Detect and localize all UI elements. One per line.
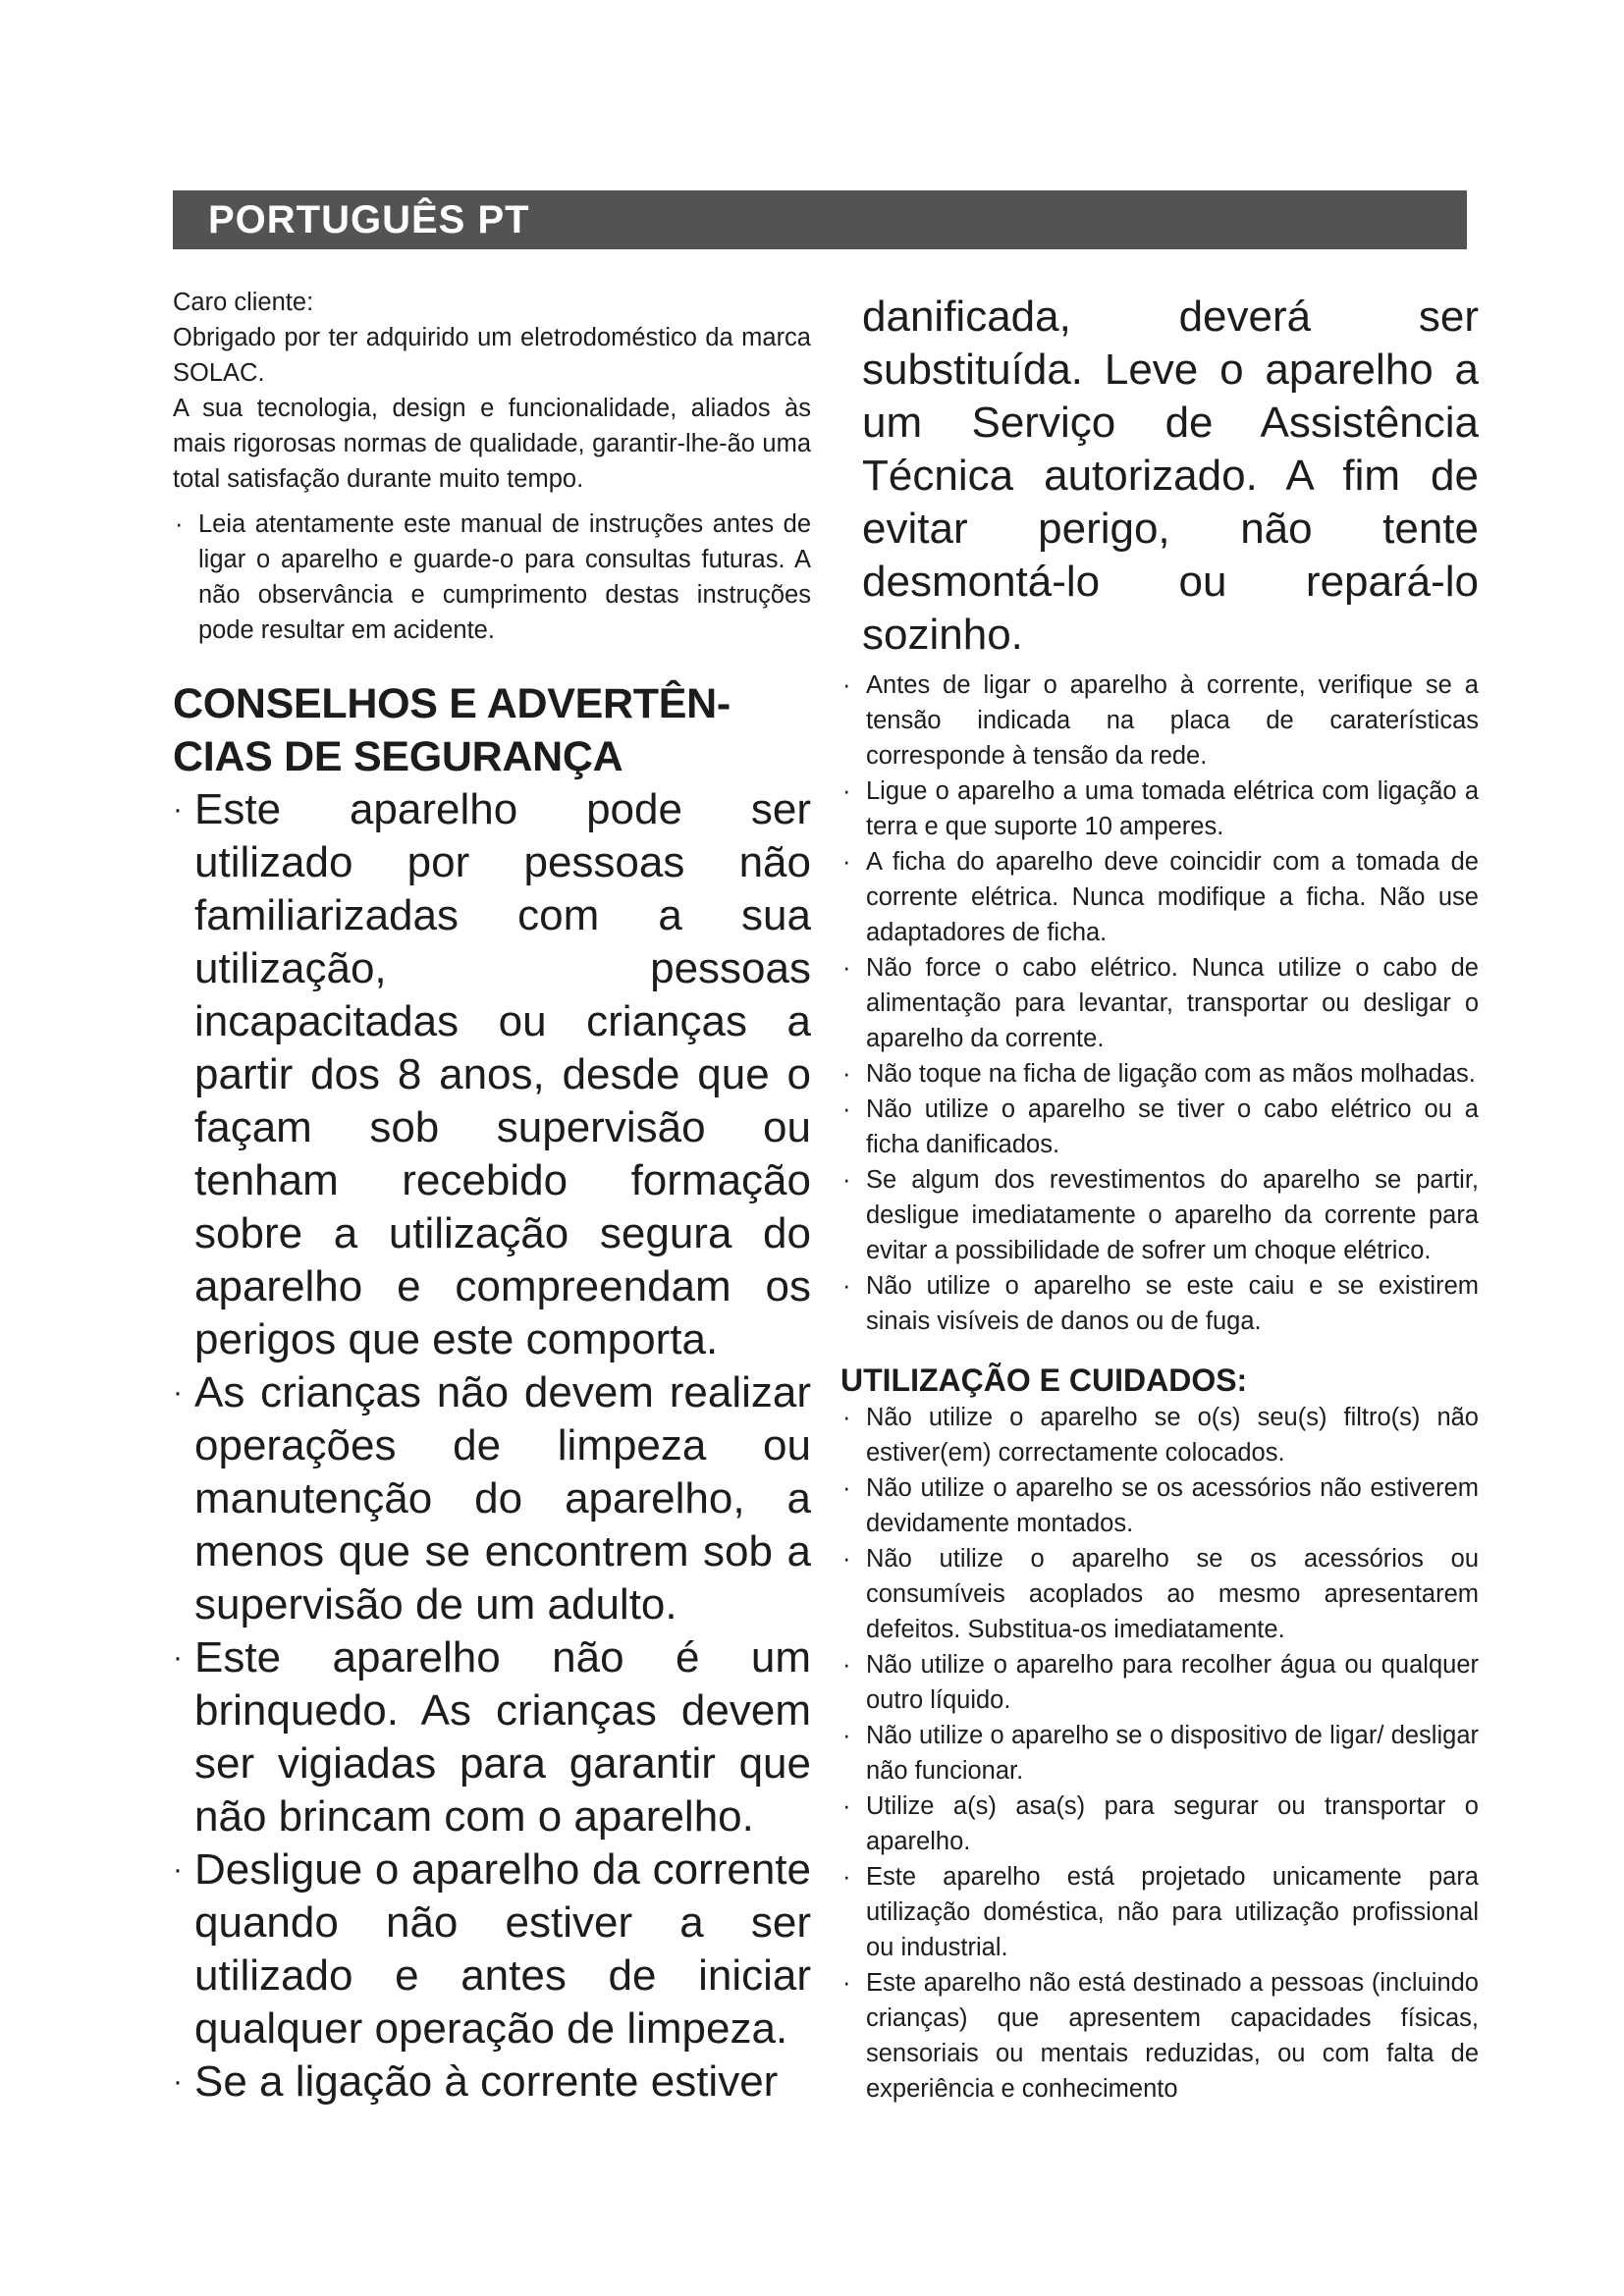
bullet-text: Se algum dos revestimentos do aparelho se partir, desligue imediatamente o aparelho da corrente para evitar a possibilidade de sofrer um choque elétrico. — [866, 1166, 1479, 1264]
bullet-text: Ligue o aparelho a uma tomada elétrica com ligação a terra e que suporte 10 amperes. — [866, 777, 1479, 840]
bullet-dot: · — [173, 793, 183, 826]
bullet-dot: · — [842, 954, 851, 982]
bullet-text: Não utilize o aparelho se os acessórios não estiverem devidamente montados. — [866, 1474, 1479, 1537]
bullet-dot: · — [842, 848, 851, 876]
safety-bullet — [840, 844, 1479, 950]
bullet-text: Este aparelho pode ser utilizado por pessoas não familiarizadas com a sua utilização, pessoas incapacitadas ou crianças a partir dos 8 anos, desde que o façam sob supervisão ou tenham recebido formação sobre a utilização segura do aparelho e compreendam os perigos que este comporta. — [194, 785, 811, 1363]
safety-bullet — [840, 667, 1479, 774]
bullet-text: Antes de ligar o aparelho à corrente, verifique se a tensão indicada na placa de caraterísticas corresponde à tensão da rede. — [866, 671, 1479, 770]
bullet-text: Não utilize o aparelho se tiver o cabo elétrico ou a ficha danificados. — [866, 1095, 1479, 1158]
bullet-dot: · — [175, 510, 184, 538]
bullet-dot: · — [842, 777, 851, 805]
bullet-text: Não utilize o aparelho para recolher água ou qualquer outro líquido. — [866, 1651, 1479, 1714]
right-safety-list — [840, 667, 1479, 1339]
read-manual-bullet — [173, 507, 811, 648]
safety-bullet — [840, 774, 1479, 844]
bullet-dot: · — [842, 1166, 851, 1194]
bullet-dot: · — [842, 1474, 851, 1502]
safety-bullet — [840, 1092, 1479, 1162]
safety-heading-line-2: CIAS DE SEGURANÇA — [173, 733, 623, 780]
safety-bullet — [173, 783, 811, 1366]
usage-heading: UTILIZAÇÃO E CUIDADOS: — [840, 1362, 1248, 1398]
bullet-dot: · — [173, 2065, 183, 2098]
usage-bullet — [840, 1859, 1479, 1965]
right-column — [840, 291, 1479, 2107]
bullet-dot: · — [842, 1722, 851, 1749]
bullet-dot: · — [842, 1863, 851, 1891]
bullet-text: Não utilize o aparelho se os acessórios ou consumíveis acoplados ao mesmo apresentarem defeitos. Substitua-os imediatamente. — [866, 1545, 1479, 1643]
bullet-text: Se a ligação à corrente estiver — [194, 2057, 779, 2106]
safety-bullet — [840, 1268, 1479, 1339]
bullet-text: Leia atentamente este manual de instruções antes de ligar o aparelho e guarde-o para consultas futuras. A não observância e cumprimento destas instruções pode resultar em acidente. — [198, 510, 811, 644]
safety-heading — [173, 677, 811, 783]
safety-bullet — [840, 1162, 1479, 1268]
safety-bullet — [173, 1366, 811, 1631]
language-header-bar — [173, 190, 1467, 249]
bullet-dot: · — [842, 1095, 851, 1123]
intro-paragraph-1: Obrigado por ter adquirido um eletrodoméstico da marca SOLAC. — [173, 324, 811, 387]
bullet-dot: · — [842, 1272, 851, 1300]
bullet-dot: · — [173, 1376, 183, 1409]
safety-heading-line-1: CONSELHOS E ADVERTÊN- — [173, 680, 731, 727]
bullet-text: As crianças não devem realizar operações de limpeza ou manutenção do aparelho, a menos que se encontrem sob a supervisão de um adulto. — [194, 1368, 811, 1629]
safety-bullet — [173, 2056, 811, 2109]
bullet-dot: · — [842, 1545, 851, 1573]
greeting: Caro cliente: — [173, 289, 314, 316]
usage-bullet — [840, 1541, 1479, 1647]
usage-bullet — [840, 1647, 1479, 1718]
usage-bullet — [840, 1718, 1479, 1789]
bullet-dot: · — [842, 1792, 851, 1820]
bullet-dot: · — [842, 1060, 851, 1088]
usage-bullet — [840, 1400, 1479, 1470]
bullet-text: Desligue o aparelho da corrente quando não estiver a ser utilizado e antes de iniciar qualquer operação de limpeza. — [194, 1845, 811, 2053]
usage-bullet — [840, 1789, 1479, 1859]
bullet-text: Não utilize o aparelho se o(s) seu(s) filtro(s) não estiver(em) correctamente colocados. — [866, 1404, 1479, 1467]
safety-bullet — [840, 1056, 1479, 1092]
bullet-text: Não utilize o aparelho se o dispositivo de ligar/ desligar não funcionar. — [866, 1722, 1479, 1785]
bullet-dot: · — [842, 1404, 851, 1431]
bullet-dot: · — [173, 1853, 183, 1886]
safety-bullet — [840, 950, 1479, 1056]
usage-bullet — [840, 1470, 1479, 1541]
bullet-text: Este aparelho não é um brinquedo. As crianças devem ser vigiadas para garantir que não brincam com o aparelho. — [194, 1633, 811, 1841]
bullet-dot: · — [842, 671, 851, 699]
bullet-text: A ficha do aparelho deve coincidir com a tomada de corrente elétrica. Nunca modifique a ficha. Não use adaptadores de ficha. — [866, 848, 1479, 946]
usage-list — [840, 1400, 1479, 2107]
bullet-dot: · — [173, 1641, 183, 1674]
bullet-text: Utilize a(s) asa(s) para segurar ou transportar o aparelho. — [866, 1792, 1479, 1855]
language-title: PORTUGUÊS PT — [208, 198, 530, 241]
bullet-text: Não toque na ficha de ligação com as mãos molhadas. — [866, 1060, 1476, 1088]
bullet-dot: · — [842, 1651, 851, 1679]
safety-bullet — [173, 1843, 811, 2056]
bullet-text: Não utilize o aparelho se este caiu e se existirem sinais visíveis de danos ou de fuga. — [866, 1272, 1479, 1335]
intro-paragraph-2: A sua tecnologia, design e funcionalidade, aliados às mais rigorosas normas de qualidade, garantir-lhe-ão uma total satisfação durante muito tempo. — [173, 395, 811, 493]
bullet-text: Este aparelho não está destinado a pessoas (incluindo crianças) que apresentem capacidades físicas, sensoriais ou mentais reduzidas, ou com falta de experiência e conhecimento — [866, 1969, 1479, 2103]
usage-bullet — [840, 1965, 1479, 2107]
continued-paragraph: danificada, deverá ser substituída. Leve o aparelho a um Serviço de Assistência Técnica autorizado. A fim de evitar perigo, não tente desmontá-lo ou repará-lo sozinho. — [862, 293, 1479, 659]
bullet-dot: · — [842, 1969, 851, 1997]
safety-bullet — [173, 1631, 811, 1843]
bullet-text: Não force o cabo elétrico. Nunca utilize o cabo de alimentação para levantar, transportar ou desligar o aparelho da corrente. — [866, 954, 1479, 1052]
left-column — [173, 285, 811, 2109]
bullet-text: Este aparelho está projetado unicamente para utilização doméstica, não para utilização profissional ou industrial. — [866, 1863, 1479, 1961]
